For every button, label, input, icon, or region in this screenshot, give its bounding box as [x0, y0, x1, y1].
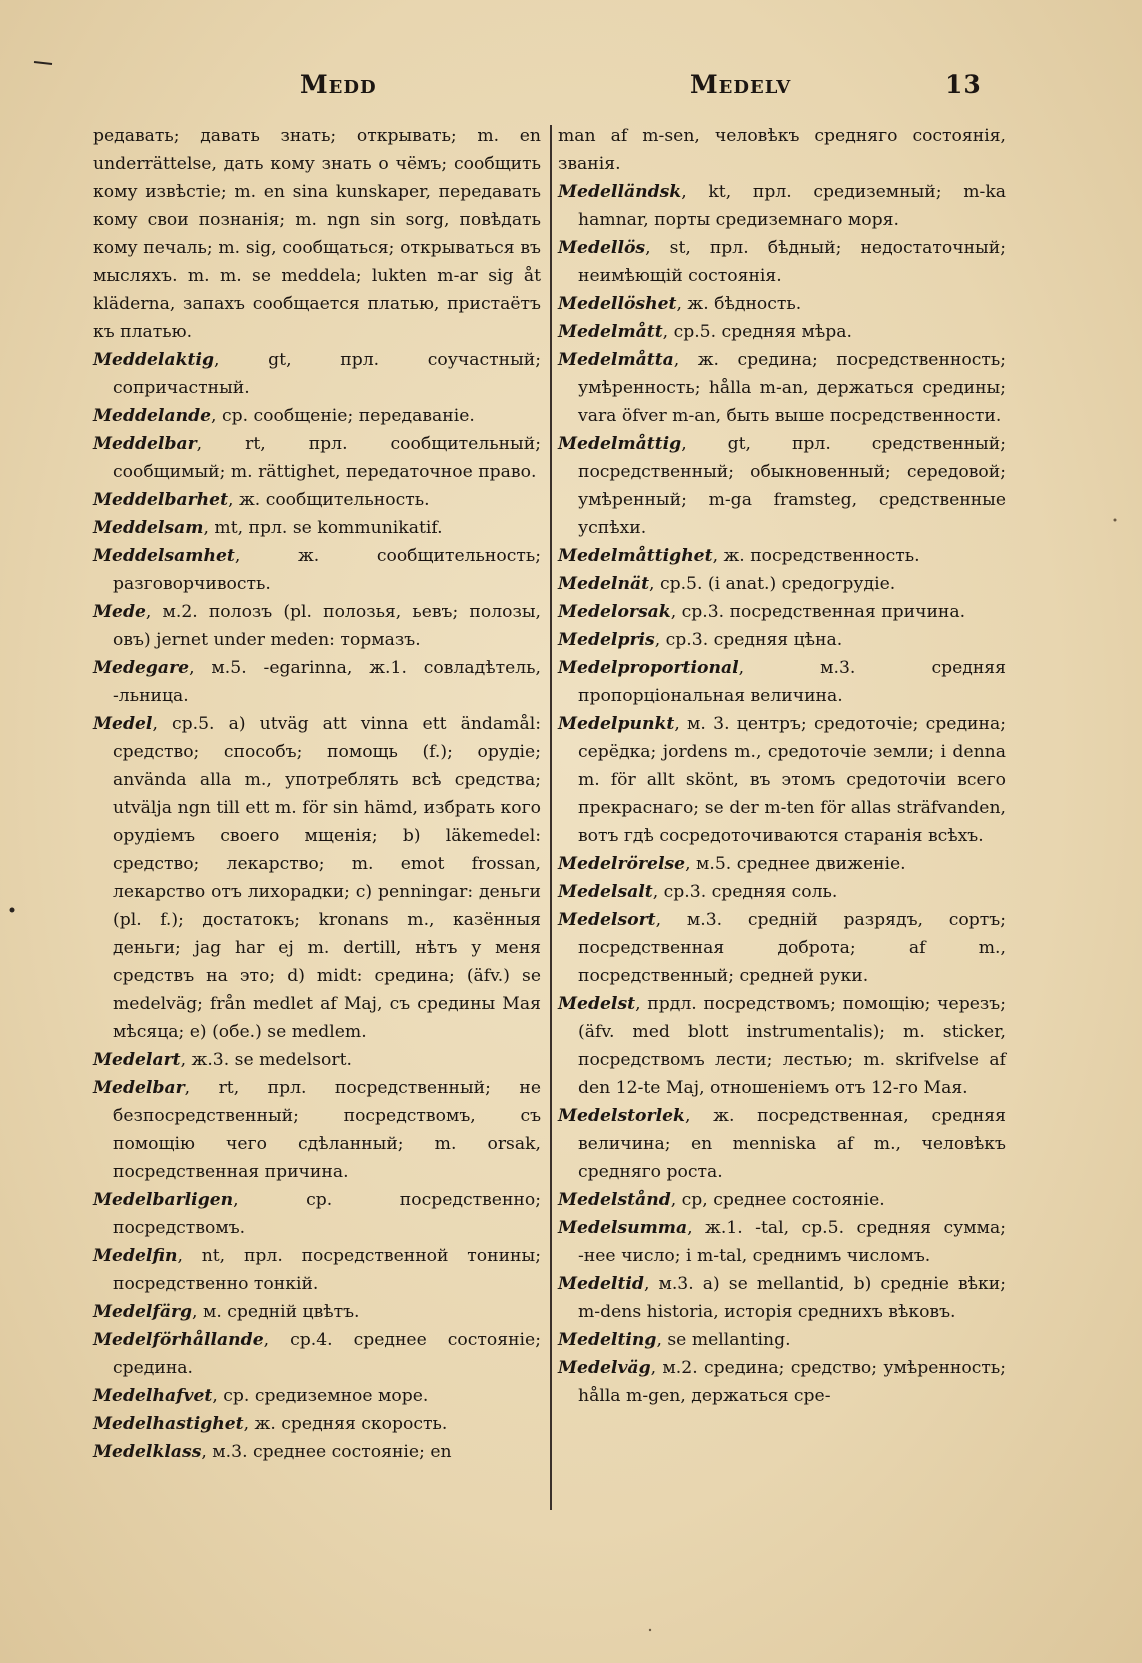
entry-definition: , ж. посредственная, средняя величина; en menniska af m., человѣкъ средняго роста.: [578, 1106, 1006, 1182]
entry-headword: Meddelbar: [93, 434, 197, 454]
entry-definition: , ср. сообщеніе; передаваніе.: [211, 406, 475, 426]
dictionary-entry: [558, 122, 1006, 178]
dictionary-entry: [93, 122, 541, 346]
entry-definition: , ср. посредственно; посредствомъ.: [113, 1190, 541, 1238]
dictionary-entry: [93, 1074, 541, 1186]
entry-headword: Medelnät: [558, 574, 650, 594]
entry-headword: Mede: [93, 602, 146, 622]
dictionary-entry: [558, 710, 1006, 850]
entry-definition: , ср.5. (i anat.) средогрудіе.: [649, 574, 896, 594]
column-divider: [550, 125, 552, 1510]
entry-headword: Medelpunkt: [558, 714, 675, 734]
entry-headword: Medelrörelse: [558, 854, 686, 874]
page-number: 13: [945, 70, 982, 99]
entry-headword: Medelproportional: [558, 658, 739, 678]
dictionary-entry: [93, 1242, 541, 1298]
entry-definition: , ср.3. средняя цѣна.: [654, 630, 843, 650]
entry-definition: редавать; давать знать; открывать; m. en underrättelse, дать кому знать о чёмъ; сообщить кому извѣстіе; m. en sina kunskaper, передавать кому свои познанія; m. ngn sin sorg, повѣдать кому печаль; m. sig, сообщаться; открываться въ мысляхъ. m. m. se meddela; lukten m-ar sig åt kläderna, запахъ сообщается платью, пристаётъ къ платью.: [93, 126, 541, 342]
dictionary-entry: [558, 850, 1006, 878]
entry-definition: , ж.1. -tal, ср.5. средняя сумма; -нее число; i m-tal, среднимъ числомъ.: [578, 1218, 1006, 1266]
entry-headword: Medelfärg: [93, 1302, 193, 1322]
dictionary-entry: [93, 430, 541, 486]
left-column: [93, 122, 541, 1466]
entry-headword: Medeltid: [558, 1274, 644, 1294]
entry-definition: , м.3. среднее состояніе; en: [201, 1442, 452, 1462]
dictionary-entry: [558, 906, 1006, 990]
entry-definition: , ж.3. se medelsort.: [180, 1050, 352, 1070]
entry-definition: , м. 3. центръ; средоточіе; средина; серёдка; jordens m., средоточіе земли; i denna m. för allt skönt, въ этомъ средоточіи всего прекраснаго; se der m-ten för allas sträfvanden, вотъ гдѣ сосредоточиваются старанія всѣхъ.: [578, 714, 1006, 846]
dictionary-entry: [558, 346, 1006, 430]
entry-definition: , ж. средина; посредственность; умѣренность; hålla m-an, держаться средины; vara öfver m-an, быть выше посредственности.: [578, 350, 1006, 426]
dictionary-entry: [558, 878, 1006, 906]
entry-definition: , ср.3. посредственная причина.: [670, 602, 966, 622]
entry-definition: , rt, прл. посредственный; не безпосредственный; посредствомъ, съ помощію чего сдѣланный; m. orsak, посредственная причина.: [113, 1078, 541, 1182]
dictionary-entry: [558, 598, 1006, 626]
entry-headword: Medelfin: [93, 1246, 178, 1266]
entry-headword: Medelbarligen: [93, 1190, 234, 1210]
entry-headword: Medelsalt: [558, 882, 653, 902]
dictionary-entry: [558, 234, 1006, 290]
entry-definition: , ж. средняя скорость.: [243, 1414, 448, 1434]
entry-headword: Medelstånd: [558, 1190, 671, 1210]
entry-definition: , ср.5. a) utväg att vinna ett ändamål: средство; способъ; помощь (f.); орудіе; använda alla m., употреблять всѣ средства; utvälja ngn till ett m. för sin hämd, избрать кого орудіемъ своего мщенія; b) läkemedel: средство; лекарство; m. emot frossan, лекарство отъ лихорадки; c) penningar: деньги (pl. f.); достатокъ; kronans m., казённыя деньги; jag har ej m. dertill, нѣтъ у меня средствъ на это; d) midt: средина; (äfv.) se medelväg; från medlet af Maj, съ средины Мая мѣсяца; e) (обе.) se medlem.: [113, 714, 541, 1042]
entry-headword: Medel: [93, 714, 153, 734]
dictionary-entry: [93, 1438, 541, 1466]
entry-definition: , ср. средиземное море.: [212, 1386, 429, 1406]
entry-definition: , м.2. полозъ (pl. полозья, ьевъ; полозы, овъ) jernet under meden: тормазъ.: [113, 602, 541, 650]
entry-headword: Medelhastighet: [93, 1414, 244, 1434]
dictionary-entry: [558, 290, 1006, 318]
entry-headword: Medelstorlek: [558, 1106, 685, 1126]
entry-definition: , ср.5. средняя мѣра.: [662, 322, 852, 342]
running-head-left: Medd: [300, 70, 377, 99]
entry-headword: Medelsort: [558, 910, 656, 930]
entry-definition: , kt, прл. средиземный; m-ka hamnar, порты средиземнаго моря.: [578, 182, 1006, 230]
entry-headword: Medelst: [558, 994, 636, 1014]
dictionary-entry: [93, 1046, 541, 1074]
dictionary-entry: [558, 1214, 1006, 1270]
entry-definition: , ж. бѣдность.: [676, 294, 802, 314]
entry-headword: Medelpris: [558, 630, 655, 650]
entry-headword: Medelorsak: [558, 602, 671, 622]
dictionary-entry: [93, 710, 541, 1046]
entry-definition: man af m-sen, человѣкъ средняго состоянія, званія.: [558, 126, 1006, 174]
entry-headword: Medelklass: [93, 1442, 202, 1462]
dictionary-entry: [558, 430, 1006, 542]
entry-definition: , st, прл. бѣдный; недостаточный; неимѣющій состоянія.: [578, 238, 1006, 286]
entry-definition: , м.3. средній разрядъ, сортъ; посредственная доброта; af m., посредственный; средней руки.: [578, 910, 1006, 986]
entry-headword: Meddelsam: [93, 518, 204, 538]
dictionary-entry: [93, 1298, 541, 1326]
entry-definition: , se mellanting.: [656, 1330, 791, 1350]
entry-headword: Medelmåtta: [558, 350, 674, 370]
entry-definition: , м.3. средняя пропорціональная величина.: [578, 658, 1006, 706]
entry-definition: , ж. сообщительность; разговорчивость.: [113, 546, 541, 594]
entry-definition: , м.5. среднее движеніе.: [685, 854, 906, 874]
dictionary-entry: [93, 486, 541, 514]
dictionary-entry: [93, 598, 541, 654]
entry-headword: Medellöshet: [558, 294, 677, 314]
entry-definition: , ж. посредственность.: [712, 546, 920, 566]
entry-headword: Medelväg: [558, 1358, 651, 1378]
entry-headword: Medelmåttig: [558, 434, 682, 454]
dictionary-entry: [558, 1326, 1006, 1354]
dictionary-entry: [558, 626, 1006, 654]
entry-definition: , nt, прл. посредственной тонины; посредственно тонкій.: [113, 1246, 541, 1294]
dictionary-entry: [93, 542, 541, 598]
dictionary-entry: [558, 318, 1006, 346]
dictionary-entry: [558, 178, 1006, 234]
entry-definition: , м. средній цвѣтъ.: [192, 1302, 360, 1322]
dictionary-entry: [93, 1410, 541, 1438]
dictionary-entry: [558, 542, 1006, 570]
entry-headword: Medelmåttighet: [558, 546, 713, 566]
entry-definition: , прдл. посредствомъ; помощію; черезъ; (äfv. med blott instrumentalis); m. sticker, посредствомъ лести; лестью; m. skrifvelse af den 12-te Maj, отношеніемъ отъ 12-го Мая.: [578, 994, 1006, 1098]
dictionary-entry: [558, 1102, 1006, 1186]
entry-headword: Medellös: [558, 238, 646, 258]
entry-headword: Meddelande: [93, 406, 212, 426]
dictionary-entry: [93, 514, 541, 542]
dictionary-entry: [558, 1270, 1006, 1326]
entry-definition: , ж. сообщительность.: [228, 490, 430, 510]
entry-headword: Medelbar: [93, 1078, 185, 1098]
entry-headword: Medelting: [558, 1330, 657, 1350]
entry-definition: , ср.3. средняя соль.: [652, 882, 838, 902]
entry-headword: Medegare: [93, 658, 190, 678]
dictionary-entry: [93, 1382, 541, 1410]
entry-definition: , м.5. -egarinna, ж.1. совладѣтель, -льница.: [113, 658, 541, 706]
dictionary-entry: [93, 1186, 541, 1242]
entry-definition: , м.3. a) se mellantid, b) средніе вѣки; m-dens historia, исторія среднихъ вѣковъ.: [578, 1274, 1006, 1322]
entry-definition: , rt, прл. сообщительный; сообщимый; m. rättighet, передаточное право.: [113, 434, 541, 482]
entry-definition: , gt, прл. средственный; посредственный; обыкновенный; середовой; умѣренный; m-ga framsteg, средственные успѣхи.: [578, 434, 1006, 538]
dictionary-entry: [93, 654, 541, 710]
entry-headword: Medelländsk: [558, 182, 682, 202]
dictionary-entry: [558, 1186, 1006, 1214]
right-column: [558, 122, 1006, 1410]
dictionary-entry: [558, 990, 1006, 1102]
entry-definition: , м.2. средина; средство; умѣренность; hålla m-gen, держаться сре-: [578, 1358, 1006, 1406]
entry-definition: , ср.4. среднее состояніе; средина.: [113, 1330, 541, 1378]
entry-headword: Medelsumma: [558, 1218, 688, 1238]
dictionary-entry: [93, 402, 541, 430]
dictionary-entry: [558, 1354, 1006, 1410]
entry-headword: Medelmått: [558, 322, 663, 342]
running-head-right: Medelv: [690, 70, 792, 99]
entry-headword: Medelhafvet: [93, 1386, 213, 1406]
entry-headword: Meddelsamhet: [93, 546, 235, 566]
entry-headword: Meddelbarhet: [93, 490, 229, 510]
entry-definition: , ср, среднее состояніе.: [670, 1190, 885, 1210]
dictionary-entry: [558, 654, 1006, 710]
dictionary-entry: [558, 570, 1006, 598]
entry-definition: , mt, прл. se kommunikatif.: [203, 518, 443, 538]
entry-definition: , gt, прл. соучастный; сопричастный.: [113, 350, 541, 398]
entry-headword: Medelförhållande: [93, 1330, 264, 1350]
entry-headword: Medelart: [93, 1050, 181, 1070]
entry-headword: Meddelaktig: [93, 350, 214, 370]
dictionary-entry: [93, 1326, 541, 1382]
dictionary-entry: [93, 346, 541, 402]
